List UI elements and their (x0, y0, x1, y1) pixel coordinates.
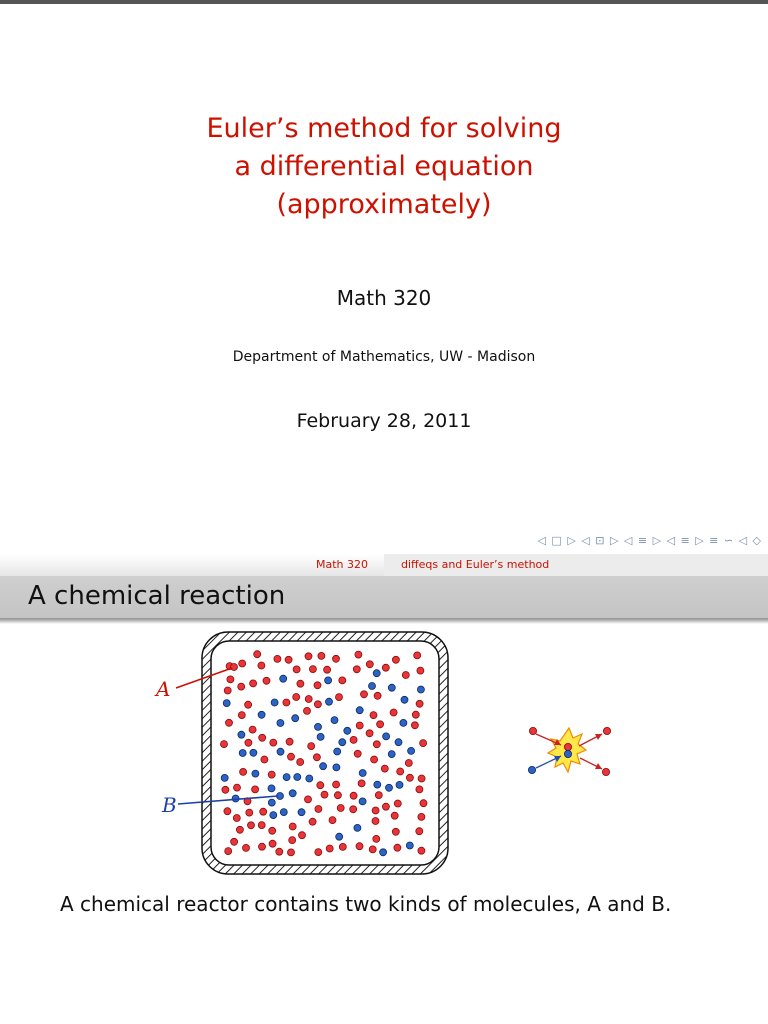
molecule-b (283, 774, 290, 781)
molecule-a (418, 813, 425, 820)
label-a: A (156, 677, 171, 701)
reactor-diagram (150, 626, 620, 886)
molecule-a (382, 664, 389, 671)
molecule-b (336, 833, 343, 840)
molecule-a (329, 817, 336, 824)
molecule-a (227, 676, 234, 683)
molecule-a (233, 815, 240, 822)
molecule-a (366, 661, 373, 668)
molecule-a (245, 701, 252, 708)
molecule-b (320, 763, 327, 770)
molecule-a (336, 694, 343, 701)
molecule-a (239, 660, 246, 667)
molecule-a (339, 677, 346, 684)
molecule-a (318, 652, 325, 659)
molecule-a (293, 694, 300, 701)
label-b: B (162, 793, 177, 817)
molecule-b (268, 785, 275, 792)
molecule-a (238, 683, 245, 690)
molecule-a (417, 667, 424, 674)
molecule-a (260, 808, 267, 815)
molecule-a (248, 822, 255, 829)
molecule-a (276, 848, 283, 855)
molecule-a (397, 768, 404, 775)
molecule-a (381, 765, 388, 772)
molecule-a (418, 847, 425, 854)
product-molecule-2 (602, 768, 609, 775)
headline-topic: diffeqs and Euler’s method (401, 558, 550, 571)
molecule-a (305, 796, 312, 803)
molecule-b (280, 809, 287, 816)
molecule-b (356, 707, 363, 714)
molecule-a (372, 818, 379, 825)
colliding-b-molecule (564, 750, 571, 757)
molecule-a (259, 843, 266, 850)
presentation-date: February 28, 2011 (296, 410, 472, 432)
molecule-a (269, 827, 276, 834)
molecule-a (394, 800, 401, 807)
molecule-b (292, 715, 299, 722)
molecule-b (396, 781, 403, 788)
molecule-a (321, 791, 328, 798)
molecule-a (382, 803, 389, 810)
molecule-a (263, 677, 270, 684)
reactant-b-molecule (528, 766, 535, 773)
molecule-b (317, 733, 324, 740)
molecule-a (377, 721, 384, 728)
molecule-b (325, 677, 332, 684)
molecule-a (411, 722, 418, 729)
molecule-b (333, 764, 340, 771)
molecule-a (317, 782, 324, 789)
molecule-b (417, 686, 424, 693)
molecule-b (395, 739, 402, 746)
molecule-a (420, 740, 427, 747)
reactor-figure (150, 626, 620, 886)
molecule-a (288, 849, 295, 856)
frame-title-shadow (0, 619, 768, 624)
molecule-b (250, 749, 257, 756)
molecule-a (361, 691, 368, 698)
molecule-b (354, 824, 361, 831)
molecule-a (309, 818, 316, 825)
molecule-a (373, 835, 380, 842)
molecule-a (315, 849, 322, 856)
molecule-a (297, 759, 304, 766)
molecule-b (268, 799, 275, 806)
molecule-a (222, 786, 229, 793)
molecule-a (240, 768, 247, 775)
molecule-a (258, 662, 265, 669)
molecule-a (305, 653, 312, 660)
molecule-b (374, 781, 381, 788)
molecule-a (391, 812, 398, 819)
molecule-a (324, 666, 331, 673)
molecule-a (418, 775, 425, 782)
molecule-a (274, 655, 281, 662)
molecule-a (270, 739, 277, 746)
reactant-a-molecule (529, 727, 536, 734)
molecule-a (414, 652, 421, 659)
molecule-b (369, 683, 376, 690)
department: Department of Mathematics, UW - Madison (232, 349, 536, 365)
molecule-b (373, 670, 380, 677)
molecule-a (333, 781, 340, 788)
molecule-a (305, 696, 312, 703)
molecule-a (355, 651, 362, 658)
reaction-diagram (528, 727, 610, 775)
molecule-b (271, 699, 278, 706)
molecule-b (383, 733, 390, 740)
molecule-a (226, 719, 233, 726)
molecule-a (412, 711, 419, 718)
molecule-b (344, 727, 351, 734)
molecule-b (359, 770, 366, 777)
molecule-a (259, 734, 266, 741)
molecule-b (239, 750, 246, 757)
product-molecule-1 (603, 727, 610, 734)
molecule-b (331, 717, 338, 724)
molecule-b (401, 696, 408, 703)
molecule-a (372, 807, 379, 814)
molecule-a (392, 828, 399, 835)
molecule-a (339, 843, 346, 850)
molecule-a (246, 809, 253, 816)
molecule-a (269, 840, 276, 847)
molecule-a (350, 736, 357, 743)
molecule-b (252, 770, 259, 777)
headline-right (384, 554, 768, 576)
molecule-a (358, 780, 365, 787)
molecule-a (390, 709, 397, 716)
molecule-b (388, 751, 395, 758)
molecule-b (223, 700, 230, 707)
molecule-a (370, 712, 377, 719)
molecule-b (406, 842, 413, 849)
molecule-a (249, 726, 256, 733)
molecule-a (353, 666, 360, 673)
molecule-a (304, 707, 311, 714)
molecule-a (243, 844, 250, 851)
title-line-2: a differential equation (234, 151, 534, 182)
molecule-a (334, 792, 341, 799)
molecule-a (268, 771, 275, 778)
title-line-1: Euler’s method for solving (206, 113, 562, 144)
molecule-a (261, 756, 268, 763)
molecule-a (402, 672, 409, 679)
molecule-b (334, 748, 341, 755)
molecule-a (245, 739, 252, 746)
headline-left (0, 554, 384, 576)
molecule-b (238, 731, 245, 738)
molecule-a (254, 651, 261, 658)
molecule-a (369, 846, 376, 853)
molecule-b (298, 809, 305, 816)
molecule-a (326, 845, 333, 852)
molecule-a (286, 738, 293, 745)
molecule-b (359, 798, 366, 805)
molecule-a (258, 822, 265, 829)
molecule-b (277, 748, 284, 755)
molecule-a (371, 756, 378, 763)
molecule-a (350, 792, 357, 799)
title-slide (0, 4, 768, 554)
molecule-a (373, 741, 380, 748)
molecule-a (308, 743, 315, 750)
molecule-b (280, 675, 287, 682)
frame-title-bar (0, 576, 768, 619)
molecule-a (224, 808, 231, 815)
molecule-b (294, 774, 301, 781)
molecule-a (236, 826, 243, 833)
molecule-a (313, 754, 320, 761)
molecule-a (356, 722, 363, 729)
molecule-a (309, 666, 316, 673)
molecule-b (289, 790, 296, 797)
molecule-b (408, 747, 415, 754)
title-line-3: (approximately) (276, 189, 492, 220)
molecule-a (350, 806, 357, 813)
molecule-a (288, 753, 295, 760)
molecule-b (388, 684, 395, 691)
presentation-title (0, 110, 768, 224)
molecule-a (299, 832, 306, 839)
molecule-a (420, 800, 427, 807)
molecule-b (400, 719, 407, 726)
molecule-a (289, 823, 296, 830)
molecule-a (406, 774, 413, 781)
molecule-b (306, 775, 313, 782)
molecule-a (416, 786, 423, 793)
molecule-a (356, 843, 363, 850)
molecule-b (315, 723, 322, 730)
molecule-a (225, 848, 232, 855)
beamer-navigation-bar[interactable]: ◁ □ ▷ ◁ ⊡ ▷ ◁ ≡ ▷ ◁ ≡ ▷ ≡ ∽ ◁ ◇ (537, 534, 762, 547)
slide-headline (0, 554, 768, 576)
course-name: Math 320 (336, 286, 432, 310)
molecule-b (258, 711, 265, 718)
molecule-b (326, 698, 333, 705)
molecule-a (315, 806, 322, 813)
molecule-a (405, 760, 412, 767)
molecule-a (283, 699, 290, 706)
molecule-a (375, 792, 382, 799)
molecule-a (392, 656, 399, 663)
molecule-a (234, 784, 241, 791)
molecule-a (314, 682, 321, 689)
molecule-a (231, 664, 238, 671)
molecule-a (337, 805, 344, 812)
molecule-b (386, 784, 393, 791)
colliding-a-molecule (564, 743, 571, 750)
molecule-a (293, 666, 300, 673)
molecule-a (238, 712, 245, 719)
molecule-a (224, 687, 231, 694)
molecule-a (289, 837, 296, 844)
molecule-b (270, 812, 277, 819)
molecule-a (416, 828, 423, 835)
molecule-a (394, 844, 401, 851)
slide-caption: A chemical reactor contains two kinds of molecules, A and B. (60, 892, 672, 916)
molecule-a (297, 680, 304, 687)
molecule-a (250, 680, 257, 687)
molecule-b (380, 849, 387, 856)
molecule-b (221, 774, 228, 781)
molecule-a (221, 741, 228, 748)
molecule-a (231, 838, 238, 845)
molecule-a (366, 730, 373, 737)
molecule-a (252, 786, 259, 793)
molecule-a (333, 655, 340, 662)
molecule-b (277, 720, 284, 727)
molecule-a (314, 701, 321, 708)
headline-course: Math 320 (315, 558, 368, 571)
molecule-a (374, 692, 381, 699)
molecule-a (285, 656, 292, 663)
molecule-a (416, 700, 423, 707)
molecule-a (354, 750, 361, 757)
molecule-b (339, 739, 346, 746)
frame-title: A chemical reaction (28, 581, 286, 611)
